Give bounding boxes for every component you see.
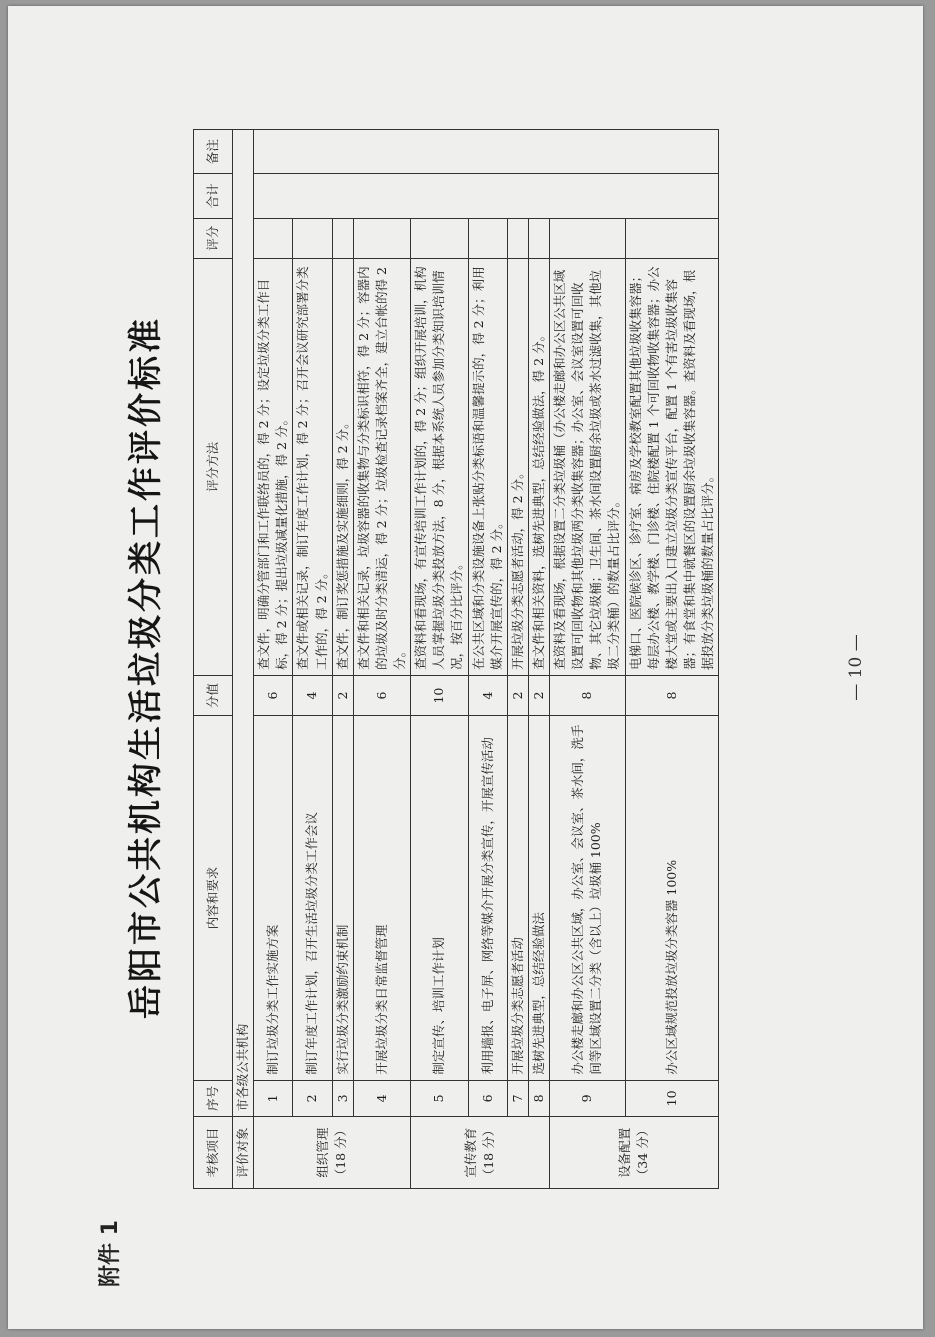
row-method: 查文件和相关资料，选树先进典型，总结经验做法，得 2 分。 [528, 258, 549, 675]
group-label: 组织管理 （18 分） [315, 1123, 349, 1182]
row-score: 2 [507, 675, 528, 715]
row-method: 查资料及看现场，根据设置二分类垃圾桶（办公楼走廊和办公区公共区域设置可回收物和其他垃圾两分类收集容器；办公室、会议室设置可回收物、其它垃圾桶；卫生间、茶水间设置厨余垃圾或茶水过滤收集，其他垃圾二分类桶）的数量占比评分。 [550, 258, 626, 675]
table-row [468, 130, 507, 1189]
table-row [411, 130, 468, 1189]
row-eval-cell [353, 218, 410, 258]
header-content: 内容和要求 [194, 716, 233, 1080]
row-content: 开展垃圾分类志愿者活动 [507, 716, 528, 1080]
row-content: 办公区域规范投放垃圾分类容器 100% [625, 716, 719, 1080]
row-method: 电梯口、医院候诊区、诊疗室、病房及学校教室配置其他垃圾收集容器；每层办公楼、教学楼、门诊楼、住院楼配置 1 个可回收物收集容器；办公楼大堂或主要出入口建立垃圾分类宣传平台，配置 1 个有害垃圾收集容器；有食堂和集中就餐区的设置厨余垃圾收集容器。查资料及看现场，根据投放分类垃圾桶的数量占比评分。 [625, 258, 719, 675]
row-no: 9 [550, 1080, 626, 1117]
header-total: 合计 [194, 174, 233, 218]
attachment-label: 附件 1 [98, 1220, 123, 1287]
group-equipment [550, 1117, 719, 1189]
group-organization [254, 1117, 411, 1189]
table-row [507, 130, 528, 1189]
row-eval-cell [332, 218, 353, 258]
row-eval-cell [528, 218, 549, 258]
header-eval: 评分 [194, 218, 233, 258]
row-method: 查文件，明确分管部门和工作联络员的，得 2 分；设定垃圾分类工作目标，得 2 分；提出垃圾减量化措施，得 2 分。 [254, 258, 293, 675]
row-eval-cell [254, 218, 293, 258]
row-score: 6 [353, 675, 410, 715]
table-row [332, 130, 353, 1189]
page-number: — 10 — [846, 634, 866, 701]
row-score: 4 [293, 675, 332, 715]
row-score: 2 [332, 675, 353, 715]
row-no: 2 [293, 1080, 332, 1117]
header-score: 分值 [194, 675, 233, 715]
table-row [353, 130, 410, 1189]
eval-target-value: 市各级公共机构 [233, 130, 254, 1117]
row-content: 利用墙报、电子屏、网络等媒介开展分类宣传，开展宣传活动 [468, 716, 507, 1080]
row-method: 查文件或相关记录，制订年度工作计划，得 2 分；召开会议研究部署分类工作的，得 2 分。 [293, 258, 332, 675]
row-content: 开展垃圾分类日常监督管理 [353, 716, 410, 1080]
header-method: 评分方法 [194, 258, 233, 675]
row-no: 7 [507, 1080, 528, 1117]
group-publicity [411, 1117, 550, 1189]
row-no: 1 [254, 1080, 293, 1117]
header-no: 序号 [194, 1080, 233, 1117]
row-score: 8 [550, 675, 626, 715]
row-no: 5 [411, 1080, 468, 1117]
row-score: 4 [468, 675, 507, 715]
row-score: 6 [254, 675, 293, 715]
row-content: 制定宣传、培训工作计划 [411, 716, 468, 1080]
row-no: 10 [625, 1080, 719, 1117]
table-row [550, 130, 626, 1189]
table-row [625, 130, 719, 1189]
note-cell [254, 130, 719, 174]
row-score: 10 [411, 675, 468, 715]
row-eval-cell [293, 218, 332, 258]
row-no: 4 [353, 1080, 410, 1117]
scanned-page [8, 6, 923, 1329]
row-method: 开展垃圾分类志愿者活动，得 2 分。 [507, 258, 528, 675]
evaluation-table [193, 129, 719, 1189]
row-content: 制订年度工作计划，召开生活垃圾分类工作会议 [293, 716, 332, 1080]
document-title: 岳阳市公共机构生活垃圾分类工作评价标准 [126, 316, 166, 1019]
row-score: 2 [528, 675, 549, 715]
row-content: 办公楼走廊和办公区公共区域，办公室、会议室、茶水间，洗手间等区域设置二分类（含以上）垃圾桶 100% [550, 716, 626, 1080]
row-eval-cell [507, 218, 528, 258]
row-method: 查资料和看现场，有宣传培训工作计划的，得 2 分；组织开展培训，机构人员掌握垃圾分类投放方法，8 分，根据本系统人员参加分类知识培训情况，按百分比评分。 [411, 258, 468, 675]
header-item: 考核项目 [194, 1117, 233, 1189]
rotated-document [8, 6, 923, 1329]
row-no: 6 [468, 1080, 507, 1117]
row-method: 查文件和相关记录，垃圾容器的收集物与分类标识相符，得 2 分；容器内的垃圾及时分类清运，得 2 分；垃圾检查记录档案齐全，建立台帐的得 2 分。 [353, 258, 410, 675]
table-row [528, 130, 549, 1189]
row-eval-cell [550, 218, 626, 258]
row-no: 3 [332, 1080, 353, 1117]
row-content: 制订垃圾分类工作实施方案 [254, 716, 293, 1080]
row-score: 8 [625, 675, 719, 715]
table-row [293, 130, 332, 1189]
row-eval-cell [411, 218, 468, 258]
eval-target-label: 评价对象 [233, 1117, 254, 1189]
row-method: 查文件，制订奖惩措施及实施细则，得 2 分。 [332, 258, 353, 675]
group-label: 宣传教育 （18 分） [462, 1123, 497, 1182]
row-content: 实行垃圾分类激励约束机制 [332, 716, 353, 1080]
row-eval-cell [468, 218, 507, 258]
row-method: 在公共区域和分类设施设备上张贴分类标语和温馨提示的，得 2 分；利用媒介开展宣传的，得 2 分。 [468, 258, 507, 675]
total-cell [254, 174, 719, 218]
header-note: 备注 [194, 130, 233, 174]
row-eval-cell [625, 218, 719, 258]
group-label: 设备配置 （34 分） [616, 1123, 651, 1182]
eval-target-row [233, 130, 254, 1189]
row-no: 8 [528, 1080, 549, 1117]
table-header-row [194, 130, 233, 1189]
row-content: 选树先进典型，总结经验做法 [528, 716, 549, 1080]
table-row [254, 130, 293, 1189]
